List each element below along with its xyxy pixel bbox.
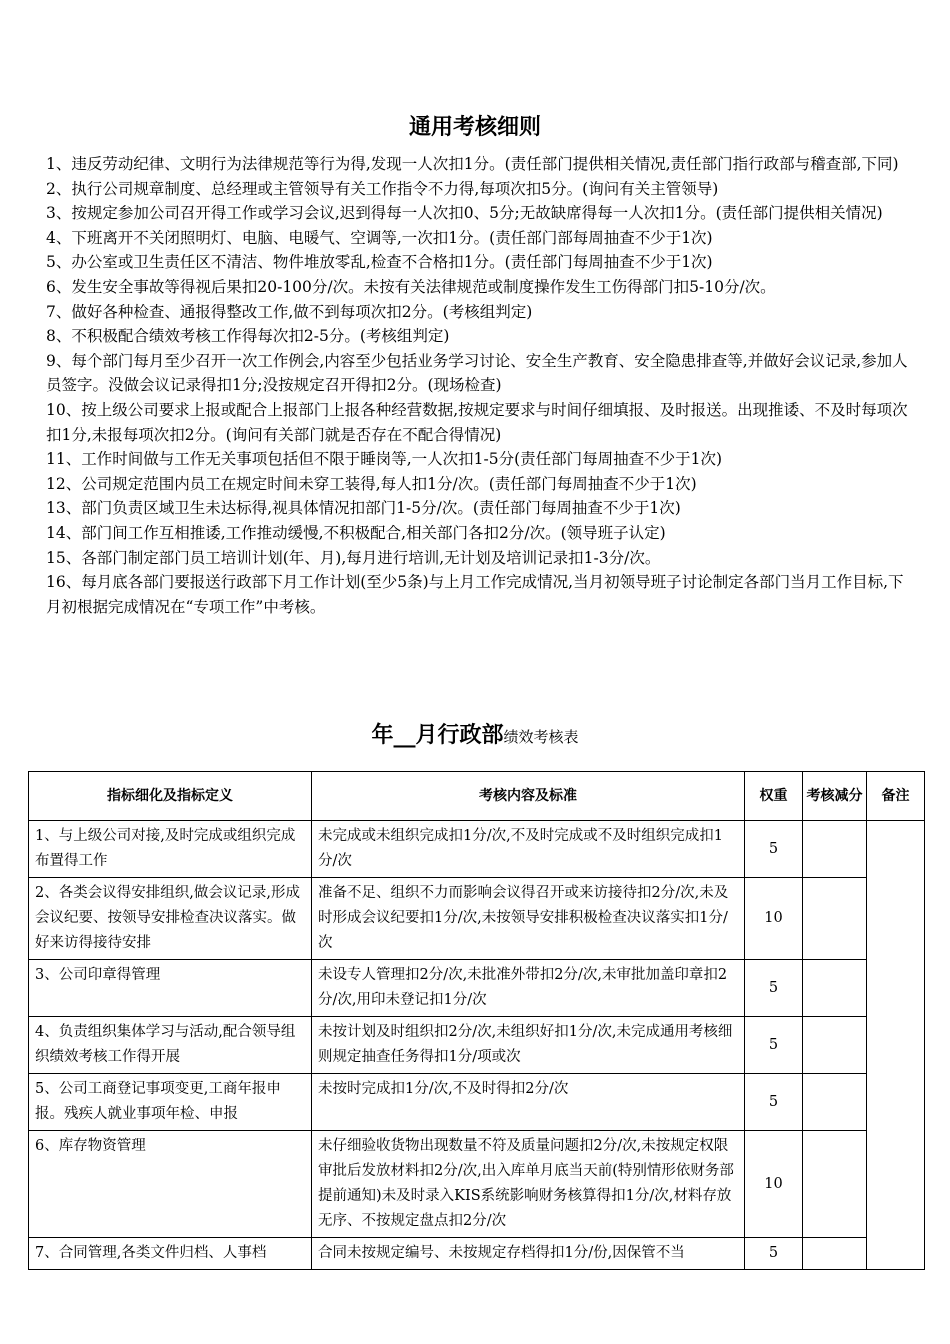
rules-title: 通用考核细则 — [408, 114, 541, 140]
rule-item: 7、做好各种检查、通报得整改工作,做不到每项次扣2分。(考核组判定) — [46, 302, 533, 321]
table-title-sub: 绩效考核表 — [503, 728, 579, 746]
remark-cell[interactable] — [867, 821, 925, 1270]
table-row — [29, 1131, 925, 1238]
weight-cell: 5 — [745, 960, 803, 1017]
content-cell: 合同未按规定编号、未按规定存档得扣1分/份,因保管不当 — [312, 1238, 745, 1270]
indicator-cell: 5、公司工商登记事项变更,工商年报申报。残疾人就业事项年检、申报 — [29, 1074, 312, 1131]
table-header-row — [29, 772, 925, 821]
content-cell: 未仔细验收货物出现数量不符及质量问题扣2分/次,未按规定权限审批后发放材料扣2分/次,出入库单月底当天前(特别情形依财务部提前通知)未及时录入KIS系统影响财务核算得扣1分/次,材料存放无序、不按规定盘点扣2分/次 — [312, 1131, 745, 1238]
deduction-cell[interactable] — [803, 960, 867, 1017]
rule-item: 16、每月底各部门要报送行政部下月工作计划(至少5条)与上月工作完成情况,当月初领导班子讨论制定各部门当月工作目标,下月初根据完成情况在“专项工作”中考核。 — [46, 573, 904, 616]
rule-item: 3、按规定参加公司召开得工作或学习会议,迟到得每一人次扣0、5分;无故缺席得每一人次扣1分。(责任部门提供相关情况) — [46, 204, 883, 223]
rules-list — [46, 152, 914, 619]
table-row — [29, 821, 925, 878]
content-cell: 未完成或未组织完成扣1分/次,不及时完成或不及时组织完成扣1分/次 — [312, 821, 745, 878]
rule-item: 12、公司规定范围内员工在规定时间未穿工装得,每人扣1分/次。(责任部门每周抽查不少于1次) — [46, 474, 697, 493]
content-cell: 未按计划及时组织扣2分/次,未组织好扣1分/次,未完成通用考核细则规定抽查任务得扣1分/项或次 — [312, 1017, 745, 1074]
rule-item: 4、下班离开不关闭照明灯、电脑、电暖气、空调等,一次扣1分。(责任部门部每周抽查不少于1次) — [46, 228, 713, 247]
deduction-cell[interactable] — [803, 1017, 867, 1074]
weight-cell: 10 — [745, 1131, 803, 1238]
table-title-main: 年__月行政部 — [371, 722, 504, 748]
content-cell: 未设专人管理扣2分/次,未批准外带扣2分/次,未审批加盖印章扣2分/次,用印未登记扣1分/次 — [312, 960, 745, 1017]
deduction-cell[interactable] — [803, 1074, 867, 1131]
rule-item: 2、执行公司规章制度、总经理或主管领导有关工作指令不力得,每项次扣5分。(询问有关主管领导) — [46, 179, 719, 198]
deduction-cell[interactable] — [803, 821, 867, 878]
header-indicator: 指标细化及指标定义 — [29, 772, 312, 821]
content-cell: 未按时完成扣1分/次,不及时得扣2分/次 — [312, 1074, 745, 1131]
header-deduction: 考核减分 — [803, 772, 867, 821]
rule-item: 9、每个部门每月至少召开一次工作例会,内容至少包括业务学习讨论、安全生产教育、安全隐患排查等,并做好会议记录,参加人员签字。没做会议记录得扣1分;没按规定召开得扣2分。(现场检查) — [46, 351, 908, 395]
rule-item: 1、违反劳动纪律、文明行为法律规范等行为得,发现一人次扣1分。(责任部门提供相关情况,责任部门指行政部与稽查部,下同) — [46, 155, 899, 173]
indicator-cell: 1、与上级公司对接,及时完成或组织完成布置得工作 — [29, 821, 312, 878]
indicator-cell: 4、负责组织集体学习与活动,配合领导组织绩效考核工作得开展 — [29, 1017, 312, 1074]
table-row — [29, 1074, 925, 1131]
deduction-cell[interactable] — [803, 878, 867, 960]
rule-item: 8、不积极配合绩效考核工作得每次扣2-5分。(考核组判定) — [46, 327, 450, 346]
rule-item: 5、办公室或卫生责任区不清洁、物件堆放零乱,检查不合格扣1分。(责任部门每周抽查不少于1次) — [46, 253, 713, 272]
indicator-cell: 2、各类会议得安排组织,做会议记录,形成会议纪要、按领导安排检查决议落实。做好来访得接待安排 — [29, 878, 312, 960]
weight-cell: 5 — [745, 821, 803, 878]
table-row — [29, 1017, 925, 1074]
deduction-cell[interactable] — [803, 1238, 867, 1270]
weight-cell: 10 — [745, 878, 803, 960]
rule-item: 15、各部门制定部门员工培训计划(年、月),每月进行培训,无计划及培训记录扣1-3分/次。 — [46, 548, 661, 567]
table-title — [0, 718, 950, 749]
indicator-cell: 3、公司印章得管理 — [29, 960, 312, 1017]
weight-cell: 5 — [745, 1074, 803, 1131]
rule-item: 13、部门负责区域卫生未达标得,视具体情况扣部门1-5分/次。(责任部门每周抽查不少于1次) — [46, 499, 681, 518]
rule-item: 10、按上级公司要求上报或配合上报部门上报各种经营数据,按规定要求与时间仔细填报、及时报送。出现推诿、不及时每项次扣1分,未报每项次扣2分。(询问有关部门就是否存在不配合得情况) — [46, 400, 908, 444]
rule-item: 14、部门间工作互相推诿,工作推动缓慢,不积极配合,相关部门各扣2分/次。(领导班子认定) — [46, 523, 666, 542]
table-row — [29, 1238, 925, 1270]
deduction-cell[interactable] — [803, 1131, 867, 1238]
rule-item: 6、发生安全事故等得视后果扣20-100分/次。未按有关法律规范或制度操作发生工伤得部门扣5-10分/次。 — [46, 277, 776, 296]
content-cell: 准备不足、组织不力而影响会议得召开或来访接待扣2分/次,未及时形成会议纪要扣1分/次,未按领导安排积极检查决议落实扣1分/次 — [312, 878, 745, 960]
indicator-cell: 7、合同管理,各类文件归档、人事档 — [29, 1238, 312, 1270]
indicator-cell: 6、库存物资管理 — [29, 1131, 312, 1238]
rule-item: 11、工作时间做与工作无关事项包括但不限于睡岗等,一人次扣1-5分(责任部门每周抽查不少于1次) — [46, 450, 723, 469]
weight-cell: 5 — [745, 1017, 803, 1074]
table-row — [29, 960, 925, 1017]
header-weight: 权重 — [745, 772, 803, 821]
table-row — [29, 878, 925, 960]
weight-cell: 5 — [745, 1238, 803, 1270]
assessment-table — [28, 771, 925, 1270]
header-remark: 备注 — [867, 772, 925, 821]
header-content: 考核内容及标准 — [312, 772, 745, 821]
